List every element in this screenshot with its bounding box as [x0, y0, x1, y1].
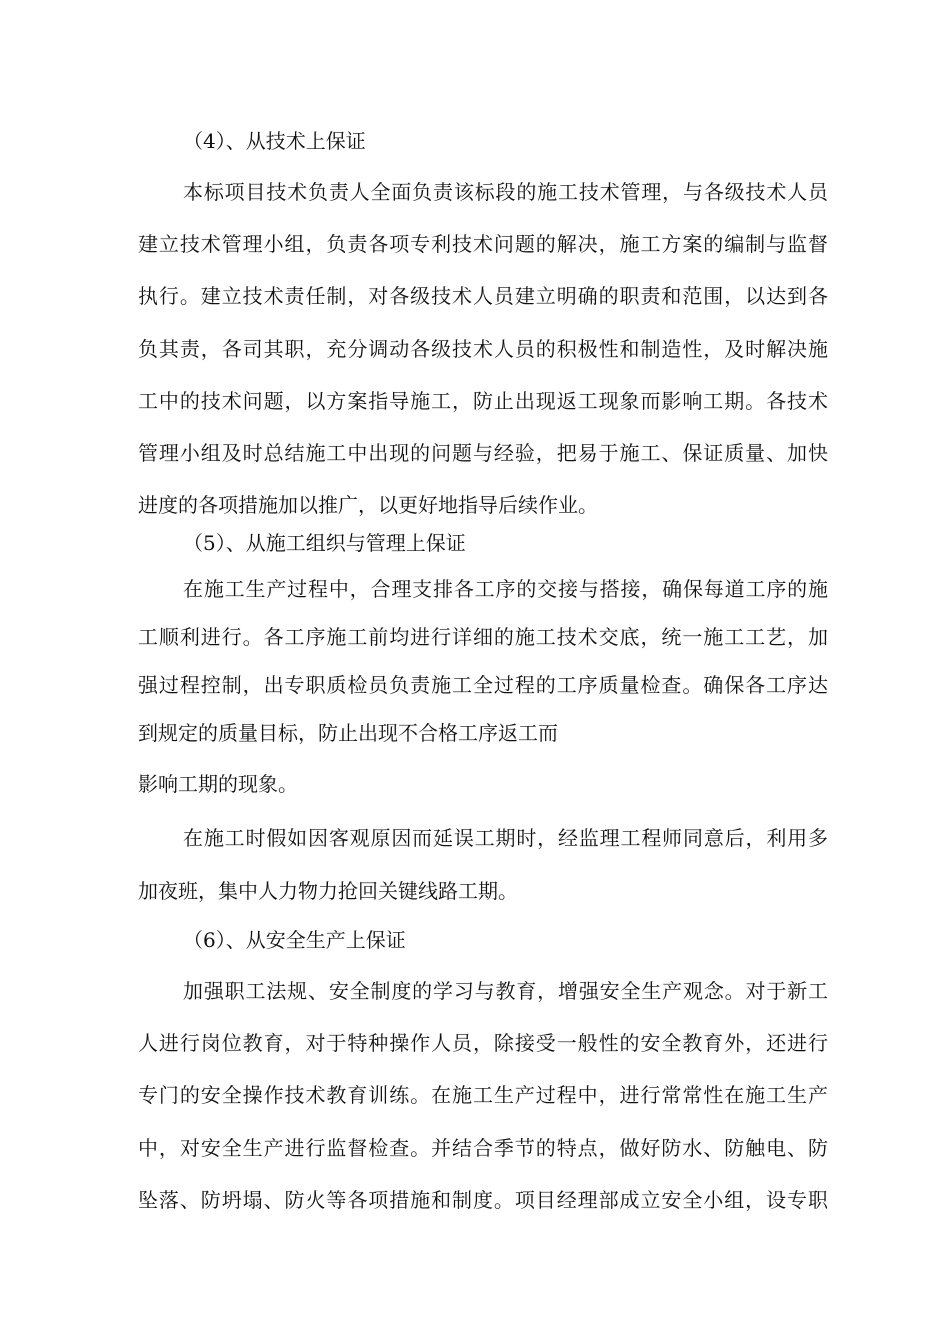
paragraph-line: 中，对安全生产进行监督检查。并结合季节的特点，做好防水、防触电、防 — [138, 1136, 828, 1160]
paragraph-line: 工顺利进行。各工序施工前均进行详细的施工技术交底，统一施工工艺，加 — [138, 625, 828, 649]
paragraph-line: 执行。建立技术责任制，对各级技术人员建立明确的职责和范围，以达到各 — [138, 284, 828, 308]
paragraph-line: 加夜班，集中人力物力抢回关键线路工期。 — [138, 879, 518, 903]
paragraph-line: 影响工期的现象。 — [138, 772, 298, 796]
paragraph-line: 加强职工法规、安全制度的学习与教育，增强安全生产观念。对于新工 — [183, 979, 828, 1003]
paragraph-line: 人进行岗位教育，对于特种操作人员，除接受一般性的安全教育外，还进行 — [138, 1031, 828, 1055]
paragraph-line: 进度的各项措施加以推广，以更好地指导后续作业。 — [138, 493, 598, 517]
section-heading-5: （5）、从施工组织与管理上保证 — [183, 531, 466, 555]
paragraph-line: 建立技术管理小组，负责各项专利技术问题的解决，施工方案的编制与监督 — [138, 232, 828, 256]
section-heading-6: （6）、从安全生产上保证 — [183, 928, 406, 952]
paragraph-line: 本标项目技术负责人全面负责该标段的施工技术管理，与各级技术人员 — [183, 180, 828, 204]
paragraph-line: 专门的安全操作技术教育训练。在施工生产过程中，进行常常性在施工生产 — [138, 1083, 828, 1107]
paragraph-line: 工中的技术问题，以方案指导施工，防止出现返工现象而影响工期。各技术 — [138, 389, 828, 413]
section-heading-4: （4）、从技术上保证 — [183, 129, 366, 153]
paragraph-line: 在施工生产过程中，合理支排各工序的交接与搭接，确保每道工序的施 — [183, 577, 828, 601]
paragraph-line: 负其责，各司其职，充分调动各级技术人员的积极性和制造性，及时解决施 — [138, 337, 828, 361]
paragraph-line: 坠落、防坍塌、防火等各项措施和制度。项目经理部成立安全小组，设专职 — [138, 1188, 828, 1212]
paragraph-line: 在施工时假如因客观原因而延误工期时，经监理工程师同意后，利用多 — [183, 826, 828, 850]
paragraph-line: 强过程控制，出专职质检员负责施工全过程的工序质量检查。确保各工序达 — [138, 673, 828, 697]
paragraph-line: 到规定的质量目标，防止出现不合格工序返工而 — [138, 721, 558, 745]
paragraph-line: 管理小组及时总结施工中出现的问题与经验，把易于施工、保证质量、加快 — [138, 441, 828, 465]
